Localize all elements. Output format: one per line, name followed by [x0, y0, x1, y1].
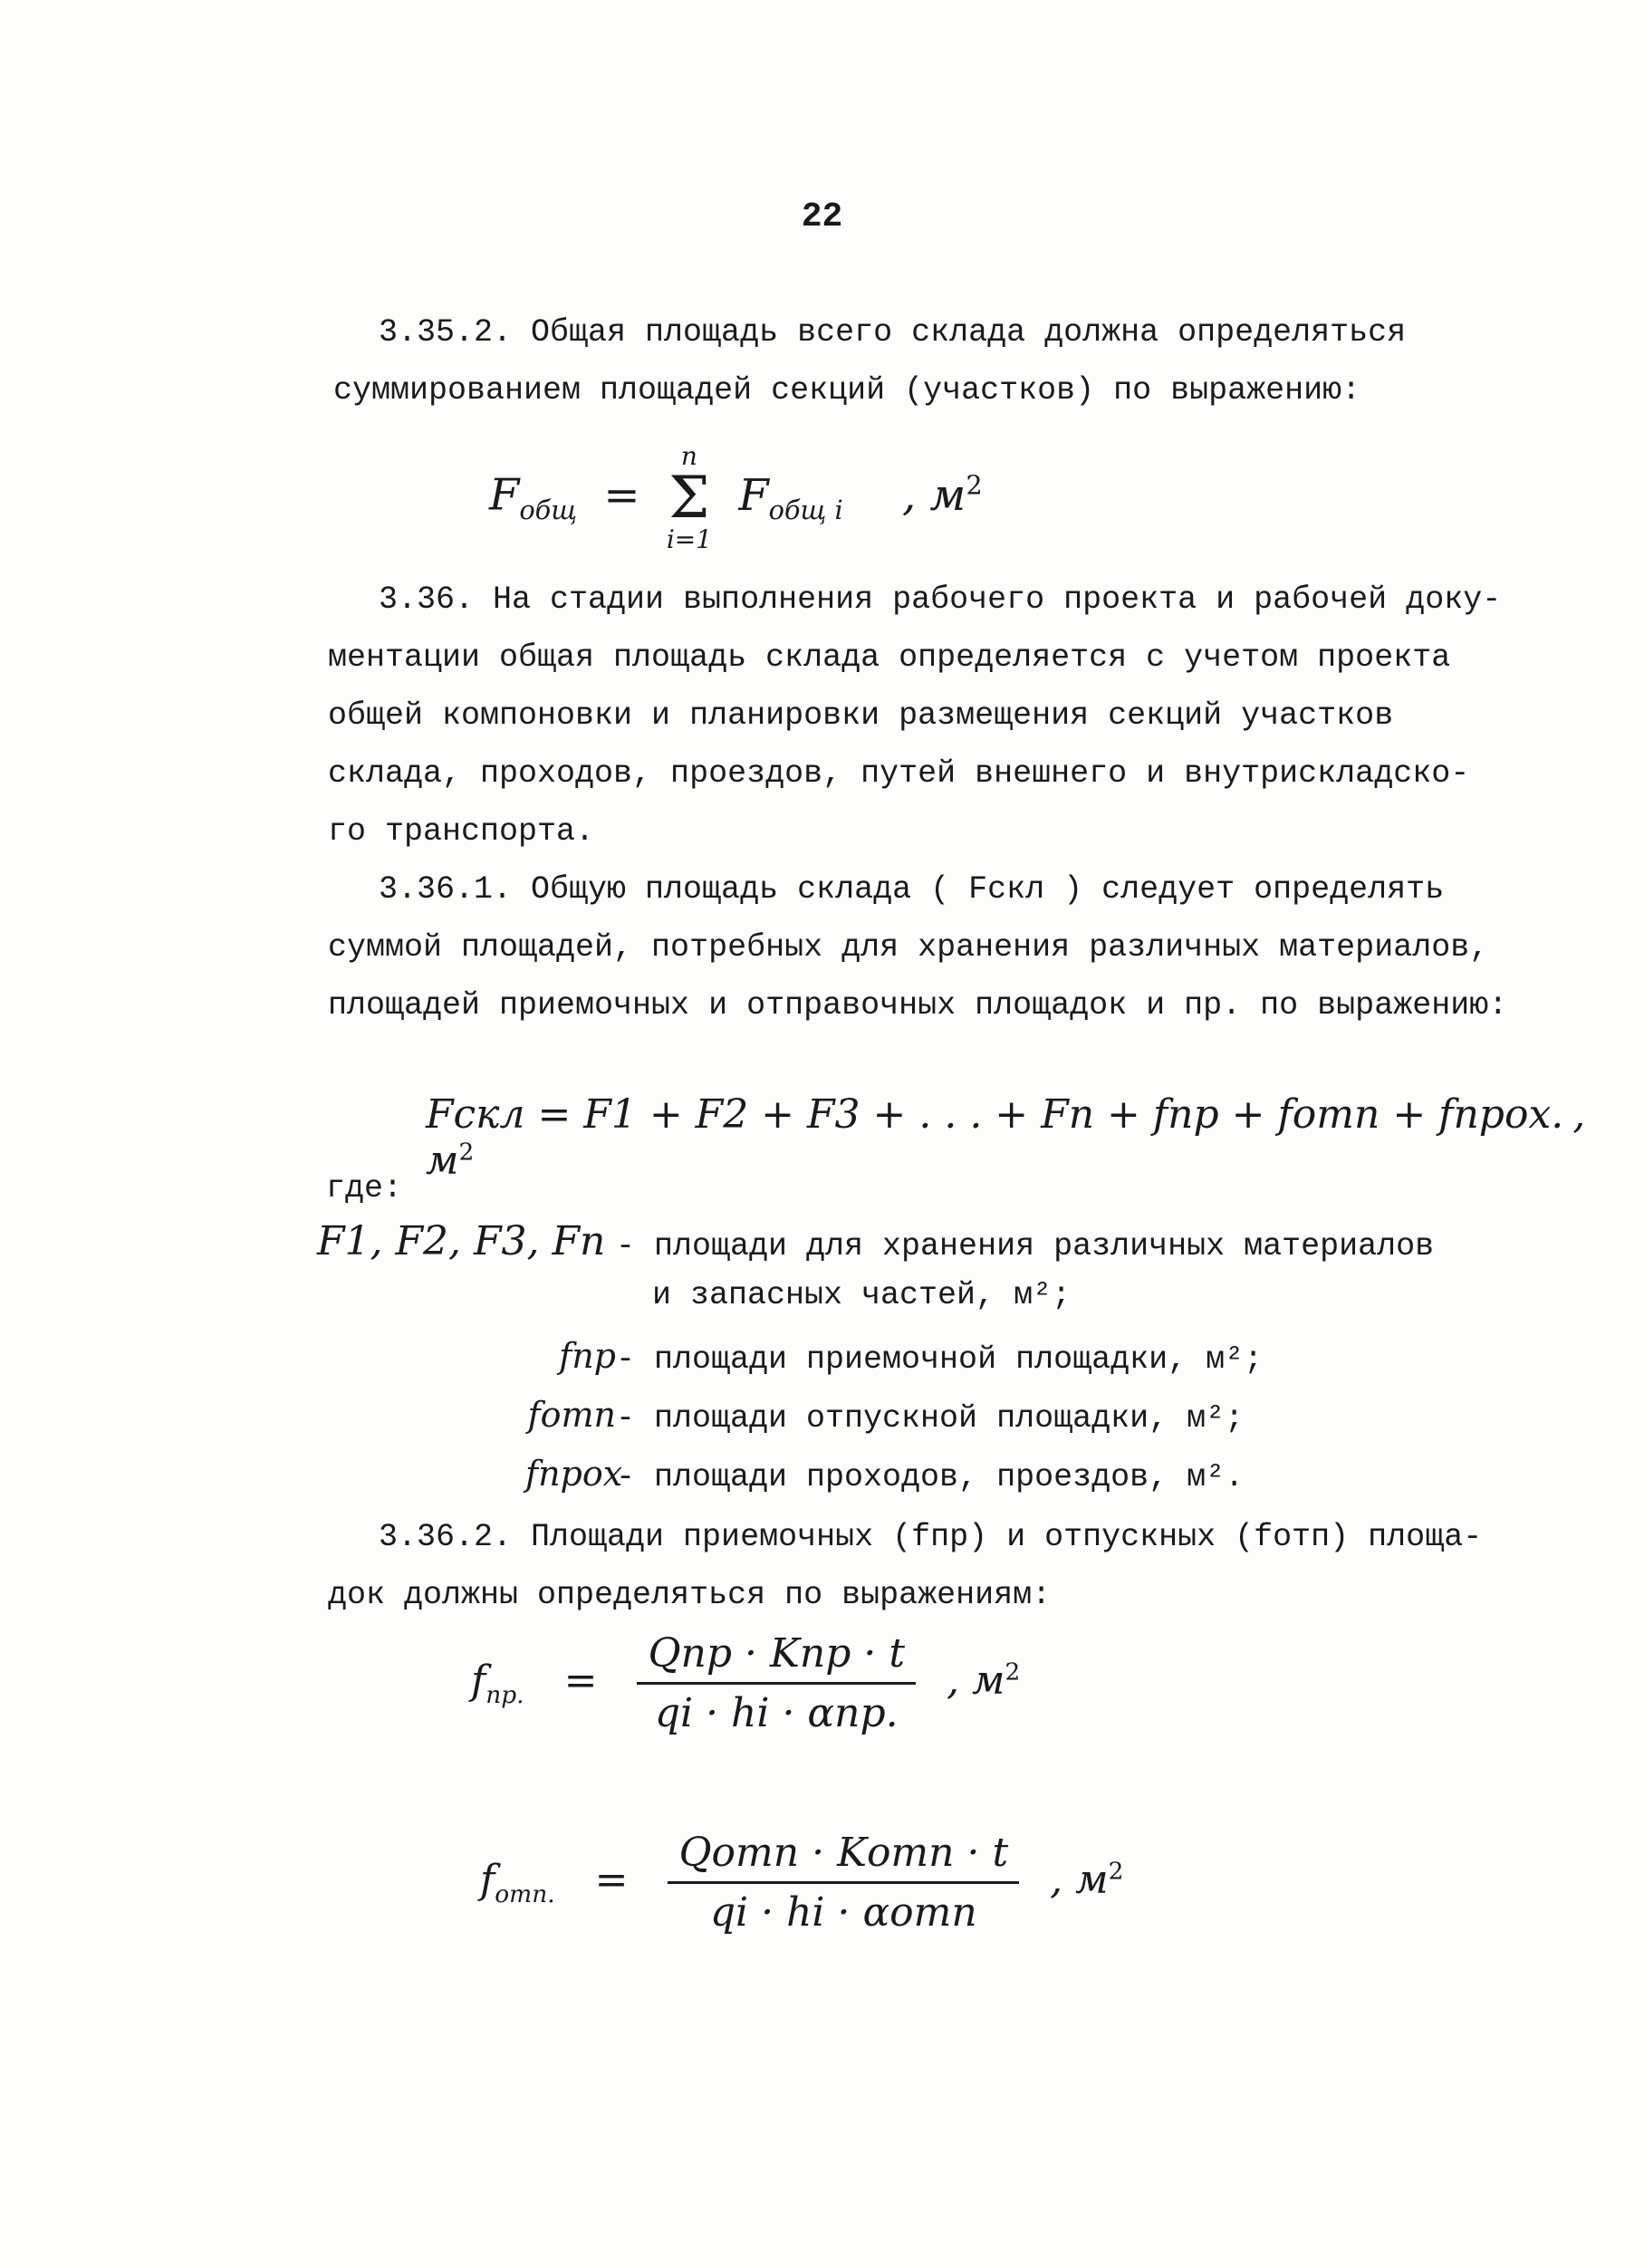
definition-passages-area [525, 1454, 1244, 1495]
paragraph-3-36-2 [328, 1508, 1483, 1624]
def-symbol: fпр [559, 1336, 616, 1376]
def-text: - площади проходов, проездов, м². [616, 1459, 1245, 1495]
fraction-denominator: qi · hi · αотп [709, 1889, 977, 1936]
text-line: суммой площадей, потребных для хранения различных материалов, [328, 929, 1489, 966]
formula-lhs-sub: отп. [495, 1879, 555, 1908]
text-line: площадей приемочных и отправочных площадок и пр. по выражению: [328, 987, 1508, 1023]
definition-dispatch-area [525, 1395, 1244, 1437]
formula-lhs: f [480, 1857, 495, 1903]
formula-term: F [738, 469, 769, 521]
formula-unit-sup: 2 [1108, 1857, 1124, 1886]
formula-eq: = [594, 1857, 629, 1903]
text-line: го транспорта. [328, 813, 595, 850]
def-symbol: F1, F2, F3, Fn [317, 1218, 606, 1264]
text-line: суммированием площадей секций (участков) по выражению: [333, 372, 1361, 408]
formula-unit: , м [426, 1091, 1586, 1184]
page-number: 22 [801, 197, 843, 236]
def-text: - площади для хранения различных материалов [616, 1228, 1435, 1264]
fraction-numerator: Qпр · Kпр · t [637, 1630, 916, 1685]
text-line: 3.36.2. Площади приемочных (fпр) и отпускных (fотп) площа- [379, 1519, 1483, 1555]
formula-unit-sup: 2 [966, 469, 983, 501]
formula-warehouse-area [426, 1091, 1644, 1184]
fraction-numerator: Qотп · Kотп · t [668, 1830, 1019, 1884]
fraction [637, 1630, 916, 1736]
paragraph-3-36-1 [328, 860, 1508, 1034]
definition-storage-areas-cont: и запасных частей, м²; [652, 1277, 1072, 1313]
def-symbol: fпрох [525, 1454, 623, 1494]
formula-unit: , м [947, 1658, 1005, 1704]
text-line: ментации общая площадь склада определяется с учетом проекта [328, 639, 1451, 676]
formula-lhs-sub: пр. [486, 1680, 524, 1709]
fraction [668, 1830, 1019, 1936]
text-line: док должны определяться по выражениям: [328, 1577, 1052, 1613]
formula-lhs: f [471, 1658, 486, 1704]
paragraph-3-36 [328, 571, 1502, 860]
formula-unit-sup: 2 [1005, 1658, 1021, 1687]
paragraph-3-35-2 [333, 303, 1407, 419]
where-label: где: [326, 1170, 403, 1206]
definition-storage-areas [317, 1218, 1434, 1264]
def-symbol: fотп [527, 1395, 616, 1435]
text-line: склада, проходов, проездов, путей внешнего и внутрискладско- [328, 755, 1470, 792]
fraction-denominator: qi · hi · αпр. [654, 1690, 899, 1736]
formula-eq: = [603, 469, 640, 521]
def-text: - площади отпускной площадки, м²; [616, 1400, 1245, 1437]
formula-expression: Fскл = F1 + F2 + F3 + . . . + Fn + fпр + fотп + fпрох. [426, 1091, 1564, 1138]
formula-dispatch-area [480, 1830, 1123, 1936]
text-line: 3.35.2. Общая площадь всего склада должна определяться [379, 314, 1407, 351]
formula-eq: = [563, 1658, 598, 1704]
def-text: - площади приемочной площадки, м²; [616, 1341, 1264, 1378]
formula-lhs-sub: общ [519, 495, 578, 526]
formula-receiving-area [471, 1630, 1020, 1736]
formula-unit: , м [902, 469, 966, 521]
sum-upper-limit: n [680, 441, 697, 471]
text-line: 3.36.1. Общую площадь склада ( Fскл ) следует определять [379, 871, 1445, 908]
text-line: общей компоновки и планировки размещения секций участков [328, 697, 1394, 734]
formula-lhs: F [489, 469, 520, 521]
sum-operator [666, 441, 713, 554]
formula-term-sub: общ i [768, 495, 843, 526]
formula-total-area [489, 441, 983, 554]
sum-lower-limit: i=1 [666, 524, 713, 554]
definition-receiving-area [543, 1336, 1263, 1378]
formula-unit: , м [1050, 1857, 1109, 1903]
sum-sign: Σ [668, 465, 710, 532]
formula-unit-sup: 2 [458, 1138, 475, 1167]
text-line: 3.36. На стадии выполнения рабочего проекта и рабочей доку- [379, 581, 1502, 618]
